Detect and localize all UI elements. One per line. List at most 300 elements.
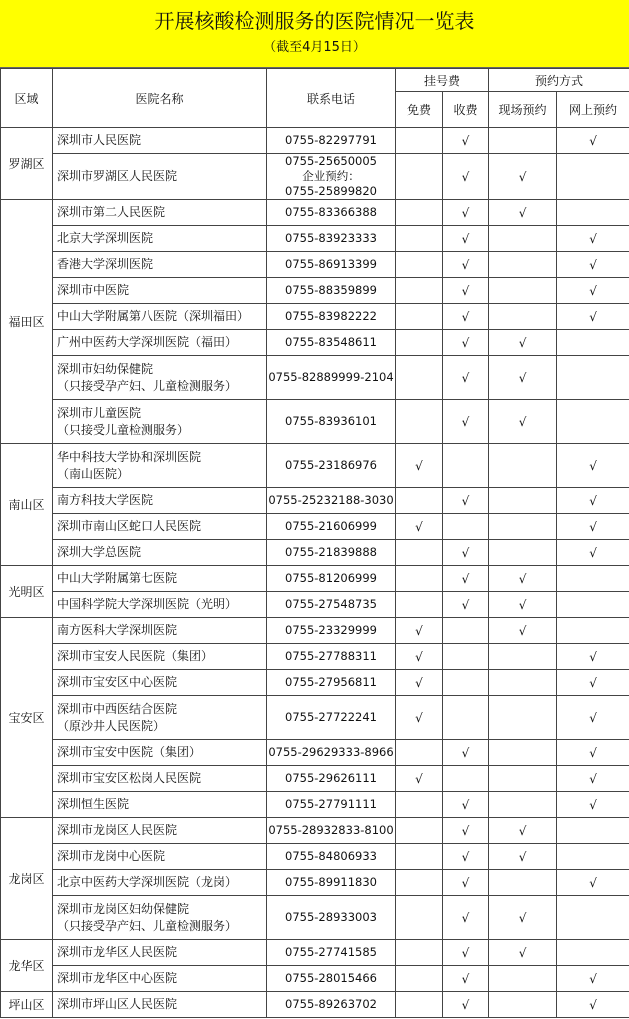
- check-mark-icon: √: [589, 545, 597, 560]
- check-cell-onsite: [489, 330, 557, 356]
- check-cell-paid: [443, 740, 489, 766]
- district-cell: 福田区: [1, 200, 53, 444]
- hospital-name: 华中科技大学协和深圳医院: [57, 449, 202, 464]
- header-row-1: [1, 69, 629, 92]
- check-cell-online: [557, 566, 629, 592]
- phone-cell: [267, 844, 396, 870]
- hospital-name: 北京大学深圳医院: [57, 231, 154, 245]
- check-cell-paid: [443, 356, 489, 400]
- check-cell-onsite: [489, 966, 557, 992]
- phone-cell: [267, 330, 396, 356]
- check-cell-online: [557, 818, 629, 844]
- hospital-name-cell: [53, 400, 267, 444]
- check-cell-onsite: [489, 444, 557, 488]
- hospital-name-cell: [53, 940, 267, 966]
- check-cell-paid: [443, 540, 489, 566]
- phone-cell: [267, 200, 396, 226]
- check-cell-free: [396, 818, 443, 844]
- phone-number: 0755-29629333-8966: [268, 745, 394, 759]
- check-cell-paid: [443, 940, 489, 966]
- check-cell-paid: [443, 818, 489, 844]
- check-cell-onsite: [489, 566, 557, 592]
- check-mark-icon: √: [461, 823, 470, 838]
- hospital-note: （原沙井人民医院）: [57, 718, 166, 733]
- col-header-online: 网上预约: [557, 92, 629, 128]
- table-row: [1, 644, 629, 670]
- check-mark-icon: √: [461, 283, 470, 298]
- check-cell-online: [557, 896, 629, 940]
- check-cell-free: [396, 696, 443, 740]
- check-mark-icon: √: [461, 257, 470, 272]
- phone-number: 0755-27722241: [285, 710, 377, 724]
- check-cell-free: [396, 356, 443, 400]
- check-mark-icon: √: [461, 797, 470, 812]
- phone-number: 0755-23186976: [285, 458, 377, 472]
- phone-extra: 0755-25899820: [285, 184, 377, 198]
- hospital-name-cell: [53, 278, 267, 304]
- table-row: [1, 792, 629, 818]
- hospital-name: 中国科学院大学深圳医院（光明）: [57, 597, 238, 611]
- hospital-name: 中山大学附属第八医院（深圳福田）: [57, 309, 250, 323]
- check-cell-free: [396, 670, 443, 696]
- check-cell-paid: [443, 226, 489, 252]
- phone-cell: [267, 870, 396, 896]
- check-mark-icon: √: [461, 875, 470, 890]
- check-cell-onsite: [489, 618, 557, 644]
- check-mark-icon: √: [415, 649, 423, 664]
- check-cell-online: [557, 618, 629, 644]
- check-cell-free: [396, 740, 443, 766]
- hospital-name-cell: [53, 696, 267, 740]
- check-cell-onsite: [489, 514, 557, 540]
- phone-number: 0755-27791111: [285, 797, 377, 811]
- check-cell-onsite: [489, 540, 557, 566]
- phone-number: 0755-83982222: [285, 309, 377, 323]
- check-cell-free: [396, 896, 443, 940]
- check-cell-online: [557, 792, 629, 818]
- hospital-name: 深圳市坪山区人民医院: [57, 997, 178, 1011]
- phone-number: 0755-27788311: [285, 649, 377, 663]
- check-mark-icon: √: [461, 335, 470, 350]
- phone-cell: [267, 400, 396, 444]
- check-cell-online: [557, 278, 629, 304]
- table-row: [1, 844, 629, 870]
- hospital-note: （只接受孕产妇、儿童检测服务）: [57, 378, 238, 393]
- phone-number: 0755-82297791: [285, 133, 377, 147]
- check-cell-paid: [443, 670, 489, 696]
- check-mark-icon: √: [461, 414, 470, 429]
- check-cell-paid: [443, 200, 489, 226]
- check-mark-icon: √: [461, 133, 470, 148]
- hospital-name-cell: [53, 844, 267, 870]
- check-cell-online: [557, 514, 629, 540]
- phone-cell: [267, 644, 396, 670]
- hospital-name-cell: [53, 740, 267, 766]
- check-cell-free: [396, 444, 443, 488]
- hospital-name-cell: [53, 818, 267, 844]
- check-cell-paid: [443, 400, 489, 444]
- hospital-name: 深圳市南山区蛇口人民医院: [57, 519, 202, 533]
- check-cell-onsite: [489, 644, 557, 670]
- check-mark-icon: √: [461, 971, 470, 986]
- hospital-name-cell: [53, 644, 267, 670]
- check-cell-online: [557, 488, 629, 514]
- phone-cell: [267, 740, 396, 766]
- check-mark-icon: √: [415, 458, 423, 473]
- check-cell-online: [557, 128, 629, 154]
- check-cell-free: [396, 488, 443, 514]
- table-row: [1, 226, 629, 252]
- check-mark-icon: √: [518, 335, 527, 350]
- table-row: [1, 252, 629, 278]
- check-cell-paid: [443, 154, 489, 200]
- phone-number: 0755-27548735: [285, 597, 377, 611]
- hospital-name: 深圳市第二人民医院: [57, 205, 166, 219]
- check-mark-icon: √: [461, 945, 470, 960]
- hospital-name: 深圳市中医院: [57, 283, 130, 297]
- phone-cell: [267, 966, 396, 992]
- phone-number: 0755-86913399: [285, 257, 377, 271]
- check-mark-icon: √: [518, 945, 527, 960]
- table-row: [1, 400, 629, 444]
- check-cell-online: [557, 940, 629, 966]
- check-cell-paid: [443, 618, 489, 644]
- table-row: [1, 200, 629, 226]
- check-cell-free: [396, 592, 443, 618]
- hospital-name-cell: [53, 514, 267, 540]
- hospital-name-cell: [53, 670, 267, 696]
- phone-cell: [267, 540, 396, 566]
- table-row: [1, 696, 629, 740]
- check-cell-onsite: [489, 488, 557, 514]
- check-cell-onsite: [489, 226, 557, 252]
- check-cell-online: [557, 644, 629, 670]
- title-banner: [0, 0, 629, 68]
- table-row: [1, 278, 629, 304]
- table-row: [1, 540, 629, 566]
- check-cell-onsite: [489, 400, 557, 444]
- hospital-name: 深圳市罗湖区人民医院: [57, 169, 178, 183]
- check-cell-online: [557, 670, 629, 696]
- phone-cell: [267, 128, 396, 154]
- check-cell-paid: [443, 766, 489, 792]
- check-mark-icon: √: [461, 493, 470, 508]
- phone-cell: [267, 154, 396, 200]
- hospital-name: 北京中医药大学深圳医院（龙岗）: [57, 875, 238, 889]
- check-mark-icon: √: [518, 849, 527, 864]
- phone-cell: [267, 992, 396, 1018]
- check-cell-free: [396, 644, 443, 670]
- hospital-name-cell: [53, 330, 267, 356]
- check-cell-online: [557, 740, 629, 766]
- check-cell-free: [396, 252, 443, 278]
- check-mark-icon: √: [518, 623, 527, 638]
- check-mark-icon: √: [461, 231, 470, 246]
- hospital-name-cell: [53, 226, 267, 252]
- col-header-fee-group: 挂号费: [396, 69, 489, 92]
- phone-cell: [267, 670, 396, 696]
- col-header-free: 免费: [396, 92, 443, 128]
- check-cell-online: [557, 330, 629, 356]
- check-cell-onsite: [489, 252, 557, 278]
- check-cell-paid: [443, 896, 489, 940]
- check-mark-icon: √: [461, 370, 470, 385]
- hospital-note: （南山医院）: [57, 466, 130, 481]
- hospital-name-cell: [53, 128, 267, 154]
- check-cell-paid: [443, 870, 489, 896]
- check-mark-icon: √: [589, 519, 597, 534]
- check-mark-icon: √: [415, 771, 423, 786]
- check-cell-online: [557, 154, 629, 200]
- check-cell-free: [396, 618, 443, 644]
- phone-cell: [267, 592, 396, 618]
- hospital-name: 深圳市妇幼保健院: [57, 361, 154, 376]
- check-mark-icon: √: [461, 169, 470, 184]
- check-mark-icon: √: [461, 849, 470, 864]
- check-mark-icon: √: [415, 623, 423, 638]
- check-cell-online: [557, 844, 629, 870]
- check-cell-onsite: [489, 844, 557, 870]
- check-cell-paid: [443, 514, 489, 540]
- hospital-name: 深圳市龙华区中心医院: [57, 971, 178, 985]
- table-row: [1, 766, 629, 792]
- check-mark-icon: √: [518, 910, 527, 925]
- phone-number: 0755-83548611: [285, 335, 377, 349]
- table-row: [1, 670, 629, 696]
- check-cell-paid: [443, 128, 489, 154]
- check-mark-icon: √: [589, 283, 597, 298]
- check-cell-free: [396, 870, 443, 896]
- check-cell-paid: [443, 696, 489, 740]
- check-cell-onsite: [489, 304, 557, 330]
- check-cell-online: [557, 696, 629, 740]
- check-mark-icon: √: [461, 571, 470, 586]
- check-mark-icon: √: [589, 875, 597, 890]
- table-row: [1, 992, 629, 1018]
- hospital-name: 深圳市人民医院: [57, 133, 142, 147]
- check-cell-online: [557, 444, 629, 488]
- table-row: [1, 618, 629, 644]
- check-cell-online: [557, 252, 629, 278]
- check-mark-icon: √: [461, 997, 470, 1012]
- hospital-name-cell: [53, 444, 267, 488]
- district-cell: 南山区: [1, 444, 53, 566]
- check-cell-onsite: [489, 200, 557, 226]
- check-cell-free: [396, 278, 443, 304]
- col-header-onsite: 现场预约: [489, 92, 557, 128]
- phone-number: 0755-21606999: [285, 519, 377, 533]
- check-mark-icon: √: [461, 910, 470, 925]
- table-row: [1, 740, 629, 766]
- phone-cell: [267, 226, 396, 252]
- phone-cell: [267, 792, 396, 818]
- check-cell-paid: [443, 792, 489, 818]
- phone-cell: [267, 444, 396, 488]
- check-cell-free: [396, 226, 443, 252]
- phone-number: 0755-21839888: [285, 545, 377, 559]
- check-cell-free: [396, 766, 443, 792]
- col-header-paid: 收费: [443, 92, 489, 128]
- table-row: [1, 566, 629, 592]
- check-mark-icon: √: [518, 205, 527, 220]
- check-mark-icon: √: [518, 169, 527, 184]
- check-cell-free: [396, 792, 443, 818]
- check-cell-online: [557, 400, 629, 444]
- hospital-name-cell: [53, 252, 267, 278]
- hospital-name-cell: [53, 992, 267, 1018]
- check-mark-icon: √: [589, 231, 597, 246]
- table-row: [1, 514, 629, 540]
- check-cell-free: [396, 514, 443, 540]
- check-cell-paid: [443, 304, 489, 330]
- district-cell: 龙华区: [1, 940, 53, 992]
- check-cell-onsite: [489, 696, 557, 740]
- phone-cell: [267, 696, 396, 740]
- check-cell-paid: [443, 844, 489, 870]
- check-cell-paid: [443, 592, 489, 618]
- check-mark-icon: √: [415, 675, 423, 690]
- hospital-name-cell: [53, 792, 267, 818]
- check-cell-onsite: [489, 896, 557, 940]
- check-cell-online: [557, 992, 629, 1018]
- table-body: [1, 128, 629, 1018]
- hospital-name: 香港大学深圳医院: [57, 257, 154, 271]
- hospital-name: 深圳市龙岗中心医院: [57, 849, 166, 863]
- hospital-name-cell: [53, 870, 267, 896]
- check-cell-paid: [443, 566, 489, 592]
- phone-number: 0755-28933003: [285, 910, 377, 924]
- hospital-name-cell: [53, 356, 267, 400]
- table-row: [1, 488, 629, 514]
- check-cell-onsite: [489, 818, 557, 844]
- phone-number: 0755-23329999: [285, 623, 377, 637]
- hospital-name: 广州中医药大学深圳医院（福田）: [57, 335, 238, 349]
- col-header-hospital: 医院名称: [53, 69, 267, 128]
- check-cell-online: [557, 200, 629, 226]
- check-mark-icon: √: [461, 309, 470, 324]
- phone-cell: [267, 940, 396, 966]
- check-mark-icon: √: [589, 493, 597, 508]
- hospital-name: 深圳市龙华区人民医院: [57, 945, 178, 959]
- check-cell-online: [557, 540, 629, 566]
- check-cell-free: [396, 992, 443, 1018]
- phone-cell: [267, 896, 396, 940]
- table-row: [1, 966, 629, 992]
- check-cell-paid: [443, 644, 489, 670]
- check-cell-free: [396, 304, 443, 330]
- check-cell-onsite: [489, 940, 557, 966]
- phone-number: 0755-81206999: [285, 571, 377, 585]
- check-cell-free: [396, 540, 443, 566]
- check-cell-onsite: [489, 740, 557, 766]
- check-mark-icon: √: [461, 745, 470, 760]
- hospital-name: 深圳市儿童医院: [57, 405, 142, 420]
- phone-number: 0755-89911830: [285, 875, 377, 889]
- check-mark-icon: √: [589, 997, 597, 1012]
- check-mark-icon: √: [589, 771, 597, 786]
- check-mark-icon: √: [589, 710, 597, 725]
- hospital-name-cell: [53, 488, 267, 514]
- check-mark-icon: √: [589, 745, 597, 760]
- phone-cell: [267, 356, 396, 400]
- phone-number: 0755-82889999-2104: [268, 370, 394, 384]
- check-cell-onsite: [489, 356, 557, 400]
- check-cell-onsite: [489, 592, 557, 618]
- check-cell-free: [396, 330, 443, 356]
- check-cell-online: [557, 356, 629, 400]
- check-cell-free: [396, 200, 443, 226]
- check-cell-online: [557, 226, 629, 252]
- check-mark-icon: √: [518, 414, 527, 429]
- check-cell-paid: [443, 966, 489, 992]
- check-cell-free: [396, 566, 443, 592]
- check-cell-paid: [443, 444, 489, 488]
- check-mark-icon: √: [518, 571, 527, 586]
- phone-cell: [267, 618, 396, 644]
- hospital-name: 深圳市龙岗区妇幼保健院: [57, 901, 190, 916]
- check-cell-paid: [443, 252, 489, 278]
- phone-cell: [267, 566, 396, 592]
- check-cell-online: [557, 592, 629, 618]
- table-row: [1, 940, 629, 966]
- col-header-district: 区域: [1, 69, 53, 128]
- phone-extra: 企业预约：: [302, 169, 360, 183]
- check-mark-icon: √: [589, 971, 597, 986]
- check-cell-online: [557, 870, 629, 896]
- check-cell-free: [396, 154, 443, 200]
- check-cell-paid: [443, 488, 489, 514]
- table-row: [1, 444, 629, 488]
- check-mark-icon: √: [589, 133, 597, 148]
- check-mark-icon: √: [589, 649, 597, 664]
- phone-number: 0755-89263702: [285, 997, 377, 1011]
- hospital-name: 深圳市宝安区中心医院: [57, 675, 178, 689]
- district-cell: 光明区: [1, 566, 53, 618]
- check-mark-icon: √: [461, 545, 470, 560]
- district-cell: 宝安区: [1, 618, 53, 818]
- check-mark-icon: √: [589, 797, 597, 812]
- check-cell-online: [557, 766, 629, 792]
- check-cell-free: [396, 966, 443, 992]
- page-title: 开展核酸检测服务的医院情况一览表: [154, 9, 475, 33]
- table-row: [1, 870, 629, 896]
- table-row: [1, 154, 629, 200]
- phone-cell: [267, 252, 396, 278]
- hospital-name: 深圳市宝安区松岗人民医院: [57, 771, 202, 785]
- check-cell-onsite: [489, 128, 557, 154]
- district-cell: 罗湖区: [1, 128, 53, 200]
- hospital-name: 南方科技大学医院: [57, 493, 154, 507]
- check-cell-onsite: [489, 670, 557, 696]
- check-mark-icon: √: [415, 519, 423, 534]
- check-cell-free: [396, 940, 443, 966]
- phone-cell: [267, 304, 396, 330]
- check-cell-onsite: [489, 992, 557, 1018]
- table-row: [1, 356, 629, 400]
- district-cell: 龙岗区: [1, 818, 53, 940]
- check-cell-onsite: [489, 278, 557, 304]
- hospital-name: 深圳恒生医院: [57, 797, 130, 811]
- phone-number: 0755-25232188-3030: [268, 493, 394, 507]
- phone-number: 0755-27956811: [285, 675, 377, 689]
- hospital-name: 深圳大学总医院: [57, 545, 142, 559]
- hospital-name: 深圳市中西医结合医院: [57, 701, 178, 716]
- phone-cell: [267, 278, 396, 304]
- phone-cell: [267, 488, 396, 514]
- hospital-table: [0, 68, 629, 1018]
- hospital-note: （只接受儿童检测服务）: [57, 422, 190, 437]
- check-cell-online: [557, 304, 629, 330]
